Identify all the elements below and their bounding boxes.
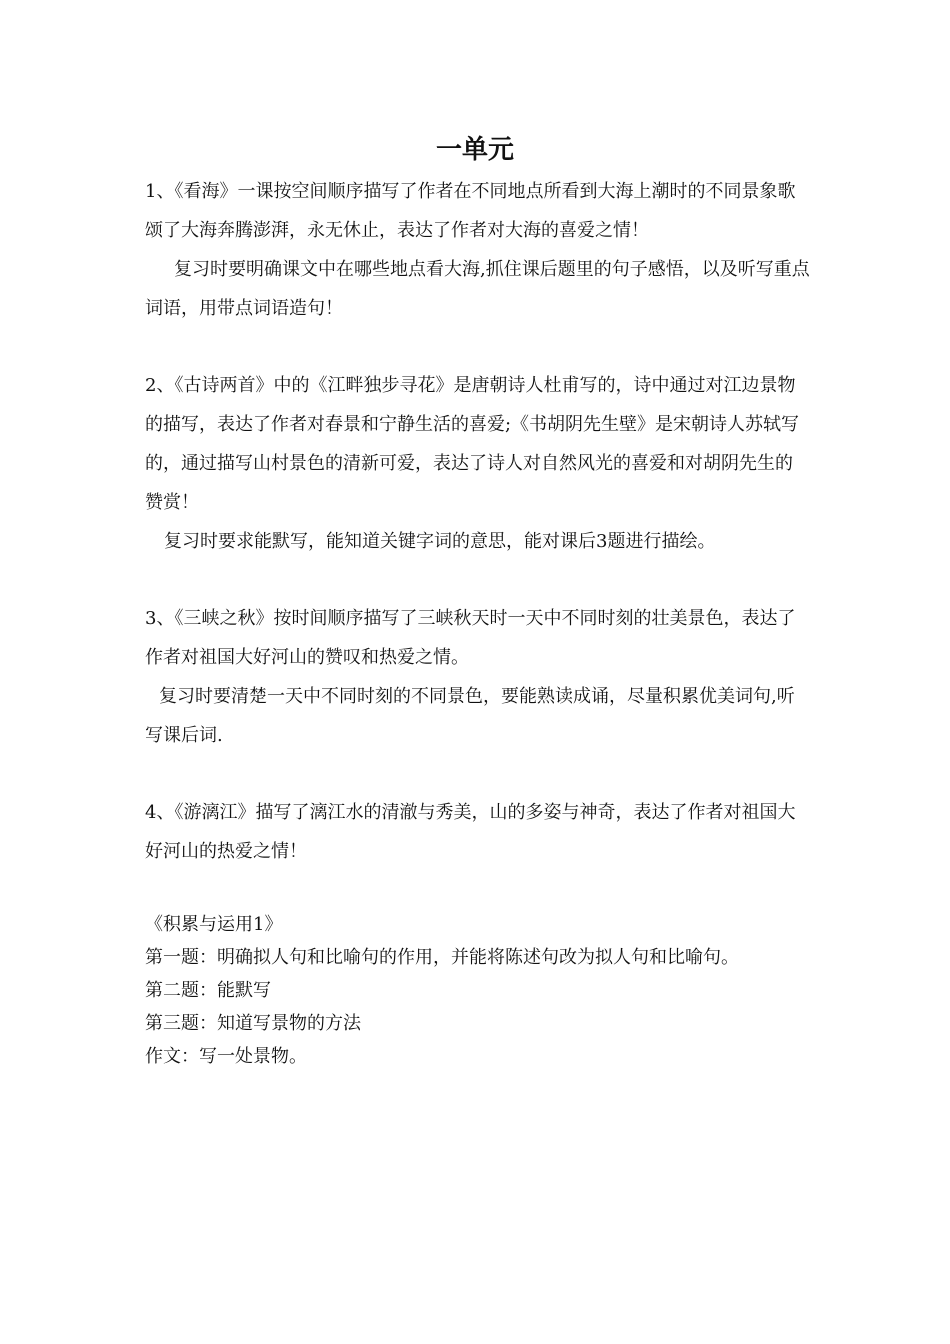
section-gap	[145, 871, 810, 908]
section-1-paragraph-2: 复习时要明确课文中在哪些地点看大海,抓住课后题里的句子感悟，以及听写重点词语，用带点词语造句！	[145, 259, 810, 319]
accumulation-item: 作文：写一处景物。	[145, 1046, 307, 1067]
accumulation-item: 第二题：能默写	[145, 980, 271, 1001]
section-4-paragraph-1: 4、《游漓江》描写了漓江水的清澈与秀美，山的多姿与神奇，表达了作者对祖国大好河山的热爱之情！	[145, 802, 796, 862]
section-2-paragraph-2: 复习时要求能默写，能知道关键字词的意思，能对课后3题进行描绘。	[164, 531, 716, 552]
accumulation-heading: 《积累与运用1》	[145, 914, 283, 935]
document-body	[145, 172, 810, 1073]
section-gap	[145, 561, 810, 599]
section-3-paragraph-1: 3、《三峡之秋》按时间顺序描写了三峡秋天时一天中不同时刻的壮美景色，表达了作者对祖国大好河山的赞叹和热爱之情。	[145, 608, 796, 668]
section-1-paragraph-1: 1、《看海》一课按空间顺序描写了作者在不同地点所看到大海上潮时的不同景象歌颂了大海奔腾澎湃，永无休止，表达了作者对大海的喜爱之情！	[145, 181, 796, 241]
accumulation-item: 第一题：明确拟人句和比喻句的作用，并能将陈述句改为拟人句和比喻句。	[145, 947, 739, 968]
accumulation-item: 第三题：知道写景物的方法	[145, 1013, 361, 1034]
section-3-paragraph-2: 复习时要清楚一天中不同时刻的不同景色，要能熟读成诵，尽量积累优美词句,听写课后词.	[145, 686, 795, 746]
accumulation-section	[145, 908, 810, 1073]
document-title: 一单元	[435, 135, 514, 165]
section-gap	[145, 755, 810, 793]
section-2-paragraph-1: 2、《古诗两首》中的《江畔独步寻花》是唐朝诗人杜甫写的，诗中通过对江边景物的描写，表达了作者对春景和宁静生活的喜爱;《书胡阴先生壁》是宋朝诗人苏轼写的，通过描写山村景色的清新可爱，表达了诗人对自然风光的喜爱和对胡阴先生的赞赏！	[145, 375, 800, 513]
section-gap	[145, 328, 810, 366]
